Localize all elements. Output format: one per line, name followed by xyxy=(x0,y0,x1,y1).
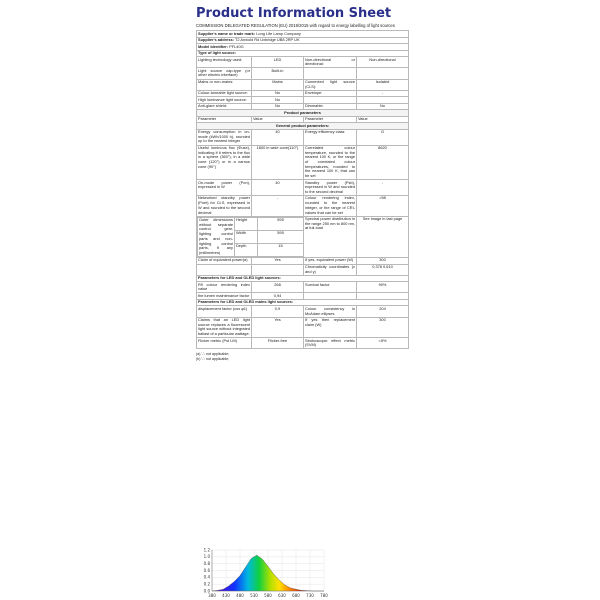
parameter-label: Light source cap-type (or other electric interface) xyxy=(198,67,250,78)
product-parameters-label: Product parameters xyxy=(197,110,409,116)
general-parameter-row xyxy=(197,129,409,145)
spectral-distribution-label: Spectral power distribution in the range 250 nm to 800 nm, at full-load xyxy=(304,216,357,257)
general-parameter-row xyxy=(197,145,409,180)
general-parameter-row xyxy=(197,196,409,217)
y-tick-label: 0.6 xyxy=(203,567,210,573)
parameter-value: 0,9 xyxy=(252,306,304,317)
parameter-value: - xyxy=(252,196,304,217)
dimension-name: Width xyxy=(235,230,258,243)
dimensions-label: Outer dimensions without separate control gear, lighting control parts and non-lighting control parts, if any (millimetres) xyxy=(199,217,233,255)
parameter-value: Mains xyxy=(252,79,304,90)
parameter-label xyxy=(304,68,357,79)
parameter-label: Mains or non-mains: xyxy=(197,79,252,90)
parameter-label: Claim of equivalent power(a) xyxy=(197,258,252,264)
parameter-label: R9 colour rendering index value xyxy=(198,281,250,292)
parameter-value: - xyxy=(357,90,409,96)
dimension-value: 595 xyxy=(258,217,304,230)
x-tick-label: 380 xyxy=(208,593,216,598)
type-of-light-source-label: Type of light source: xyxy=(197,50,409,56)
parameter-value: Isolated xyxy=(357,79,409,90)
y-tick-label: 1.2 xyxy=(203,547,210,553)
dimension-value: 595 xyxy=(258,230,304,243)
parameter-value xyxy=(252,264,304,275)
general-parameters-label: General product parameters: xyxy=(197,123,409,129)
parameter-label: Networked standby power (Pnet) for CLS, expressed in W and rounded to the second decimal xyxy=(198,195,250,215)
light-source-type-row xyxy=(197,68,409,79)
model-identifier-value: PFL40G xyxy=(229,43,244,49)
parameter-value: No xyxy=(252,97,304,103)
parameter-label: Correlated colour temperature, rounded to the nearest 100 K, or the range of correlated colour temperatures, rounded to the nearest 100 K, that can be set xyxy=(305,145,355,179)
parameter-value: Non-directional xyxy=(357,57,409,68)
parameter-label: the lumen maintenance factor xyxy=(197,293,252,299)
parameter-value: 1800 in wide cone(110°) xyxy=(252,145,304,180)
parameter-label: On-mode power (Pon), expressed in W xyxy=(197,180,252,196)
parameter-label: High luminance light source: xyxy=(197,97,252,103)
parameter-value: 268 xyxy=(252,282,304,293)
parameter-value: LED xyxy=(252,57,304,68)
supplier-name-value: Long Life Lamp Company xyxy=(256,30,301,36)
spectral-power-distribution-chart xyxy=(196,545,331,600)
parameter-value: No xyxy=(357,103,409,109)
parameter-label: Envelope: xyxy=(304,90,357,96)
parameter-value: <5% xyxy=(357,338,409,349)
regulation-text: COMMISSION DELEGATED REGULATION (EU) 2019/2015 with regard to energy labelling of light sources xyxy=(196,23,395,28)
parameter-value: Flicker-free xyxy=(252,338,304,349)
dimension-value: 15 xyxy=(258,243,304,256)
parameter-value: No xyxy=(252,90,304,96)
led-parameters-heading-label: Parameters for LED and OLED light sources: xyxy=(197,275,409,281)
parameter-label: If yes then replacement claim (W) xyxy=(304,317,357,338)
x-tick-label: 430 xyxy=(222,593,230,598)
x-tick-label: 680 xyxy=(292,593,300,598)
spectral-distribution-value: See image in last page xyxy=(357,216,409,257)
parameter-label: Stroboscopic effect metric (SVM) xyxy=(305,337,355,348)
parameter-value: 0,94 xyxy=(252,293,304,299)
supplier-address-label: Supplier's address: xyxy=(198,37,234,43)
y-tick-label: 0.8 xyxy=(203,561,210,567)
column-header: Value xyxy=(252,116,304,122)
column-header: Parameter xyxy=(197,116,252,122)
light-source-type-row xyxy=(197,79,409,90)
parameter-label: Energy efficiency class xyxy=(304,129,357,145)
parameter-value: No xyxy=(252,103,304,109)
y-tick-label: 1.0 xyxy=(203,554,210,560)
parameter-label: displacement factor (cos φ1) xyxy=(197,306,252,317)
parameter-label: Dimmable: xyxy=(304,103,357,109)
equivalent-power-row xyxy=(197,264,409,275)
parameter-value: 90% xyxy=(357,282,409,293)
parameter-value: 0,378 0,610 xyxy=(357,264,409,275)
parameter-label: Energy consumption in on-mode (kWh/1000 h), rounded up to the nearest integer xyxy=(198,129,250,144)
parameter-value: Built-in xyxy=(252,68,304,79)
general-parameter-row xyxy=(197,180,409,196)
mains-parameter-row xyxy=(197,306,409,317)
dimension-name: Depth xyxy=(235,243,258,256)
x-tick-label: 780 xyxy=(320,593,328,598)
parameter-label: Connected light source (CLS): xyxy=(305,79,355,89)
mains-parameters-heading-label: Parameters for LED and OLED mains light sources: xyxy=(197,299,409,305)
parameter-label: Colour-tuneable light source: xyxy=(197,90,252,96)
model-identifier-label: Model identifier: xyxy=(198,43,229,49)
supplier-address-value: T2 Anwold Rd Uxbridge UB8 2RP UK xyxy=(234,37,300,43)
x-tick-label: 730 xyxy=(306,593,314,598)
parameter-label: Lighting technology used: xyxy=(197,57,252,68)
dimensions-row xyxy=(197,216,409,257)
parameter-label: If yes, equivalent power (W) xyxy=(304,258,357,264)
parameter-value xyxy=(357,68,409,79)
parameter-label: Colour consistency in McAdam ellipses xyxy=(305,305,355,316)
column-header: Value xyxy=(357,116,409,122)
parameter-value: 8620 xyxy=(357,145,409,180)
parameter-value: 40 xyxy=(252,129,304,145)
supplier-name-label: Supplier's name or trade mark: xyxy=(198,30,256,36)
dimension-name: Height xyxy=(235,217,258,230)
parameter-label: Flicker metric (Pst LM) xyxy=(197,338,252,349)
x-tick-label: 480 xyxy=(236,593,244,598)
parameter-value: 300 xyxy=(357,258,409,264)
led-parameter-row xyxy=(197,282,409,293)
parameter-label: Survival factor xyxy=(304,282,357,293)
footnote: (a) '-': not applicable; xyxy=(196,352,230,357)
parameter-value: 300 xyxy=(357,317,409,338)
dimensions-cell xyxy=(197,216,304,257)
parameter-label: Anti-glare shield: xyxy=(197,103,252,109)
parameter-label: Standby power (Psb), expressed in W and rounded to the second decimal xyxy=(305,179,355,194)
spd-svg xyxy=(196,545,331,600)
light-source-type-row xyxy=(197,57,409,68)
parameter-value: Yes xyxy=(252,258,304,264)
y-tick-label: 0.2 xyxy=(203,581,210,587)
parameter-label: Colour rendering index, rounded to the nearest integer, or the range of CRI-values that can be set xyxy=(305,195,355,215)
footnote: (b) '-': not applicable; xyxy=(196,357,230,362)
parameter-label: Claims that an LED light source replaces a fluorescent light source without integrated ballast of a particular wattage. xyxy=(198,317,250,337)
parameter-value: 40 xyxy=(252,180,304,196)
y-tick-label: 0.0 xyxy=(203,588,210,594)
mains-parameter-row xyxy=(197,338,409,349)
parameter-value: Yes xyxy=(252,317,304,338)
parameter-label xyxy=(197,264,252,275)
y-tick-label: 0.4 xyxy=(203,574,210,580)
footnotes xyxy=(196,352,408,362)
parameter-label: Useful luminous flux (Φuse), indicating if it refers to the flux in a sphere (360°), in a wide cone (120°) or in a narrow cone (90°) xyxy=(197,145,252,180)
x-tick-label: 530 xyxy=(250,593,258,598)
page-title: Product Information Sheet xyxy=(196,6,392,21)
mains-parameter-row xyxy=(197,317,409,338)
parameter-value: >58 xyxy=(357,196,409,217)
parameter-value: G xyxy=(357,129,409,145)
column-header: Parameter xyxy=(304,116,357,122)
x-tick-label: 630 xyxy=(278,593,286,598)
dimension-row xyxy=(198,217,304,230)
info-table xyxy=(196,30,409,349)
parameter-label: Chromaticity coordinates (x and y) xyxy=(305,264,355,274)
parameter-label: Non-directional or directional: xyxy=(305,56,355,67)
parameter-value: 204 xyxy=(357,306,409,317)
dimensions-table xyxy=(197,217,304,257)
parameter-value: - xyxy=(357,180,409,196)
x-tick-label: 580 xyxy=(264,593,272,598)
product-information-sheet xyxy=(196,6,408,362)
